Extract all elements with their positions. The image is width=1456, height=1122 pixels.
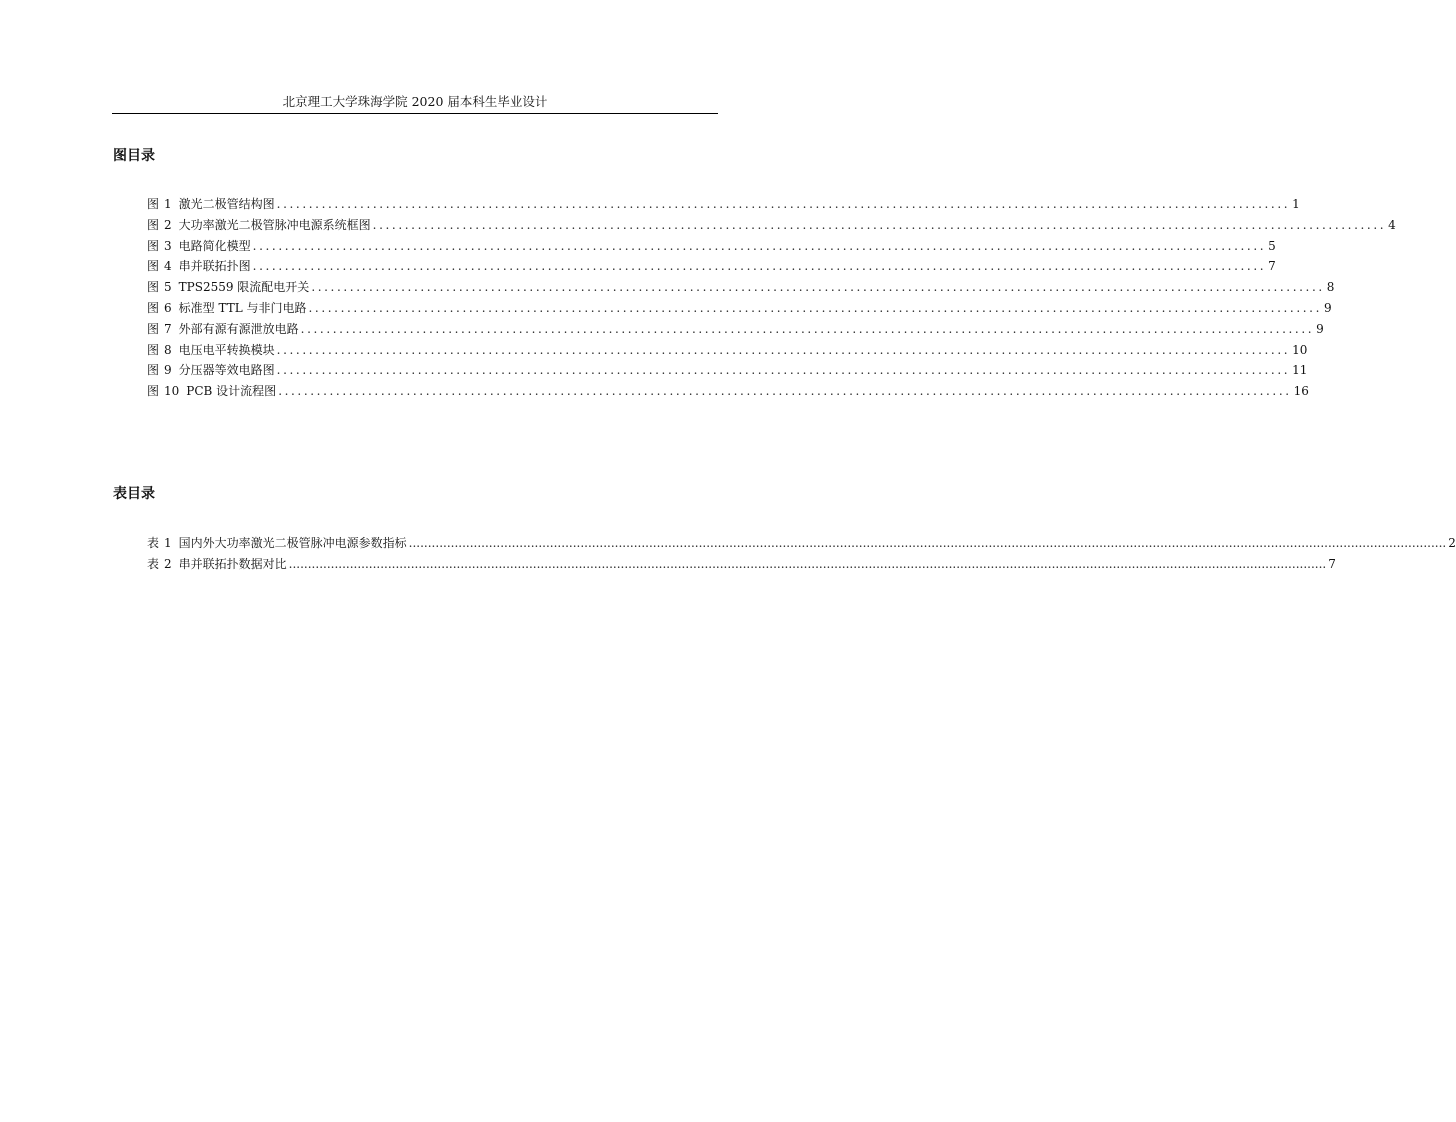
toc-entry-number: 4: [164, 259, 172, 274]
toc-entry-title: 外部有源有源泄放电路: [178, 321, 299, 336]
figure-toc-entry[interactable]: [147, 194, 1300, 215]
toc-entry-label: [147, 236, 251, 257]
table-toc-entry[interactable]: [147, 554, 1336, 575]
toc-leader-dots: ..............................................................................................................................................................: [300, 321, 1315, 336]
toc-entry-label: [147, 256, 251, 277]
toc-entry-prefix: 图: [147, 197, 160, 211]
running-header-text: 北京理工大学珠海学院 2020 届本科生毕业设计: [282, 94, 548, 109]
toc-entry-page: 5: [1268, 238, 1276, 253]
toc-entry-number: 6: [164, 300, 172, 315]
toc-entry-title: 大功率激光二极管脉冲电源系统框图: [178, 217, 371, 232]
toc-entry-title: 电压电平转换模块: [178, 342, 275, 357]
toc-entry-page: 7: [1328, 556, 1336, 571]
toc-leader-dots: ..............................................................................................................................................................: [252, 259, 1267, 274]
toc-entry-prefix: 图: [147, 238, 160, 253]
toc-entry-title: TPS2559 限流配电开关: [178, 280, 310, 295]
toc-entry-page: 11: [1292, 363, 1308, 378]
toc-leader-dots: ..............................................................................................................................................................: [252, 238, 1267, 253]
toc-entry-number: 1: [164, 536, 172, 550]
toc-entry-number: 2: [164, 217, 172, 232]
toc-leader-dots: ................................................................................................................................................................................................................................................................................: [288, 556, 1327, 571]
toc-entry-prefix: 图: [147, 342, 160, 357]
figure-toc-entry[interactable]: [147, 319, 1324, 340]
toc-entry-page: 16: [1293, 384, 1309, 399]
toc-entry-number: 10: [164, 384, 180, 399]
toc-entry-label: [147, 340, 275, 361]
toc-entry-label: [147, 381, 276, 402]
toc-entry-prefix: 图: [147, 259, 160, 274]
toc-entry-label: [147, 533, 407, 554]
toc-entry-prefix: 图: [147, 363, 160, 378]
toc-entry-prefix: 图: [147, 321, 160, 336]
toc-entry-page: 10: [1292, 342, 1308, 357]
toc-entry-prefix: 图: [147, 217, 160, 232]
toc-entry-number: 1: [164, 197, 172, 211]
toc-entry-label: [147, 277, 309, 298]
toc-entry-number: 7: [164, 321, 172, 336]
toc-entry-prefix: 图: [147, 280, 160, 295]
toc-entry-page: 9: [1316, 321, 1324, 336]
toc-entry-label: [147, 194, 275, 215]
toc-entry-label: [147, 215, 371, 236]
figure-toc-entry[interactable]: [147, 215, 1396, 236]
toc-entry-title: 激光二极管结构图: [178, 197, 275, 211]
toc-entry-number: 8: [164, 342, 172, 357]
toc-entry-title: 分压器等效电路图: [178, 363, 275, 378]
toc-entry-number: 5: [164, 280, 172, 295]
toc-entry-label: [147, 360, 275, 381]
toc-leader-dots: ..............................................................................................................................................................: [278, 384, 1292, 399]
toc-entry-title: 电路简化模型: [178, 238, 251, 253]
toc-entry-label: [147, 319, 299, 340]
figure-toc-entry[interactable]: [147, 256, 1276, 277]
table-toc-title: 表目录: [113, 486, 155, 502]
toc-entry-title: 标准型 TTL 与非门电路: [178, 300, 307, 315]
toc-entry-page: 1: [1292, 197, 1300, 211]
toc-leader-dots: ..............................................................................................................................................................: [311, 280, 1325, 295]
toc-leader-dots: ..............................................................................................................................................................: [276, 342, 1291, 357]
toc-entry-number: 9: [164, 363, 172, 378]
figure-toc-entry[interactable]: [147, 277, 1335, 298]
table-toc-entry[interactable]: [147, 533, 1456, 554]
toc-entry-title: 串并联拓扑图: [178, 259, 251, 274]
toc-leader-dots: ................................................................................................................................................................................................................................................................................: [408, 536, 1447, 550]
figure-toc-entry[interactable]: [147, 381, 1309, 402]
toc-entry-page: 7: [1268, 259, 1276, 274]
toc-entry-page: 2: [1448, 536, 1456, 550]
toc-entry-number: 3: [164, 238, 172, 253]
figure-toc-entry[interactable]: [147, 298, 1332, 319]
toc-entry-page: 4: [1388, 217, 1396, 232]
toc-leader-dots: ..............................................................................................................................................................: [276, 363, 1291, 378]
figure-toc-title: 图目录: [113, 148, 155, 164]
running-header: [112, 93, 718, 114]
toc-entry-prefix: 表: [147, 556, 160, 571]
toc-leader-dots: ..............................................................................................................................................................: [372, 217, 1387, 232]
table-toc-list: [147, 533, 1456, 575]
toc-entry-label: [147, 554, 287, 575]
toc-leader-dots: ..............................................................................................................................................................: [276, 197, 1291, 211]
toc-entry-title: 串并联拓扑数据对比: [178, 556, 287, 571]
toc-entry-number: 2: [164, 556, 172, 571]
toc-entry-prefix: 图: [147, 384, 160, 399]
toc-entry-label: [147, 298, 307, 319]
toc-entry-prefix: 图: [147, 300, 160, 315]
figure-toc-entry[interactable]: [147, 340, 1308, 361]
figure-toc-entry[interactable]: [147, 236, 1276, 257]
figure-toc-entry[interactable]: [147, 360, 1308, 381]
toc-entry-title: 国内外大功率激光二极管脉冲电源参数指标: [178, 536, 407, 550]
toc-entry-prefix: 表: [147, 536, 160, 550]
toc-entry-page: 9: [1323, 300, 1332, 315]
figure-toc-list: [147, 194, 1396, 402]
toc-leader-dots: ..............................................................................................................................................................: [308, 300, 1322, 315]
toc-entry-page: 8: [1326, 280, 1335, 295]
toc-entry-title: PCB 设计流程图: [186, 384, 277, 399]
